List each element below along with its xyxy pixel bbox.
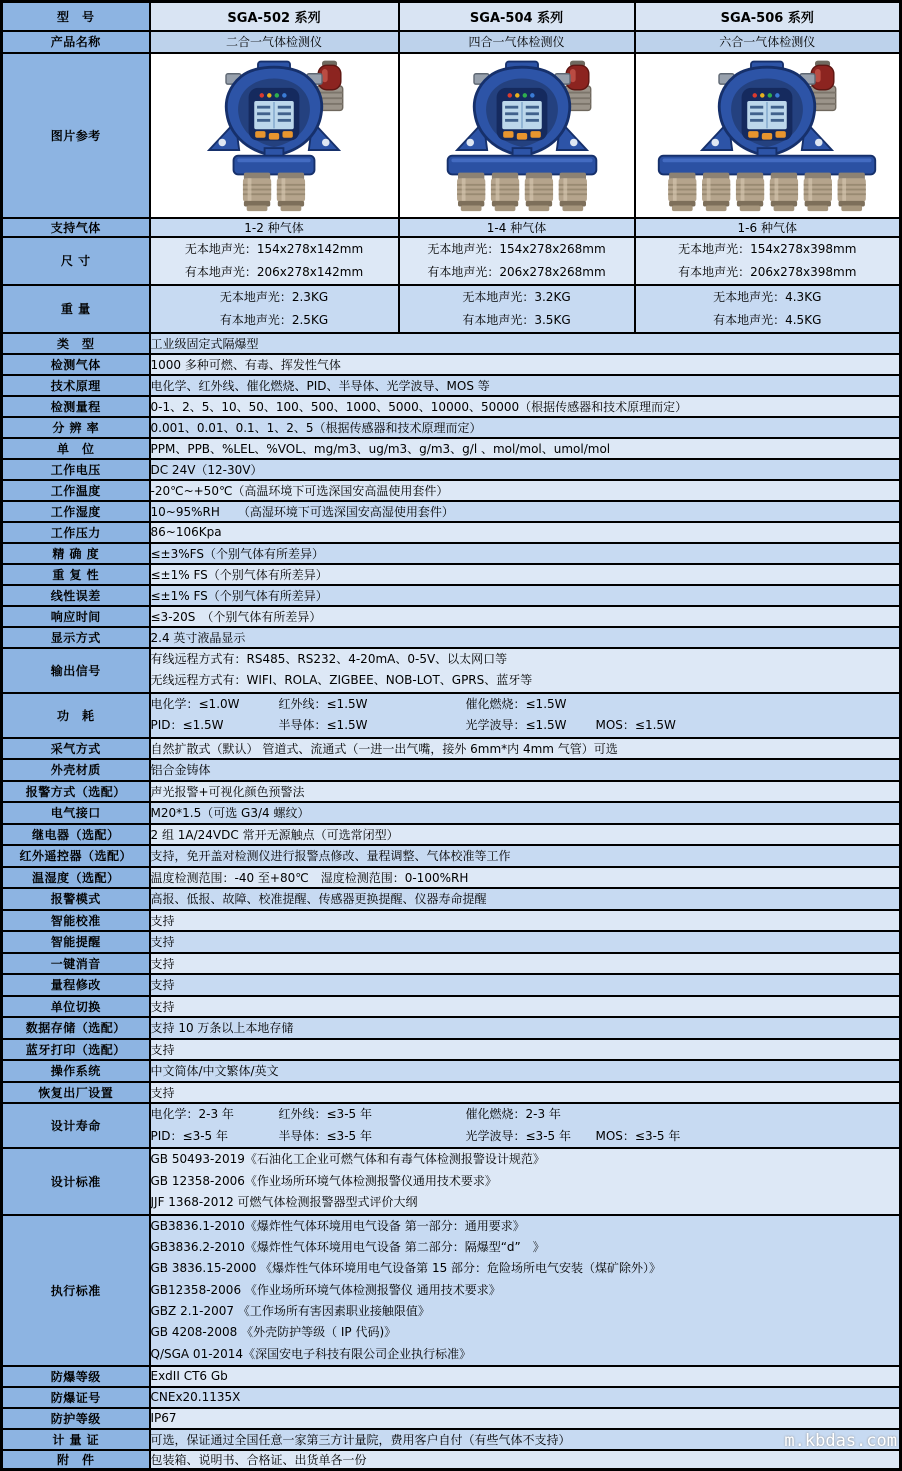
sensor-head-icon (770, 172, 798, 211)
spec-value: 自然扩散式（默认） 管道式、流通式（一进一出气嘴，接外 6mm*内 4mm 气管）可选 (150, 738, 901, 760)
spec-value: CNEx20.1135X (150, 1387, 901, 1408)
product-name-row (2, 31, 901, 53)
product-name: 二合一气体检测仪 (150, 31, 399, 53)
spec-row (2, 953, 901, 975)
model-name: SGA-506 系列 (635, 2, 901, 31)
spec-row (2, 564, 901, 585)
spec-row (2, 1450, 901, 1470)
spec-row (2, 648, 901, 693)
spec-value: 10~95%RH （高湿环境下可选深国安高湿使用套件） (150, 501, 901, 522)
spec-value: 2.4 英寸液晶显示 (150, 627, 901, 648)
weight-row (2, 285, 901, 333)
spec-value: GB3836.1-2010《爆炸性气体环境用电气设备 第一部分：通用要求》 GB3836.2-2010《爆炸性气体环境用电气设备 第二部分：隔爆型“d” 》 GB 3836.15-2000 《爆炸性气体环境用电气设备第 15 部分：危险场所电气安装（煤矿除外）》 GB12358-2006 《作业场所环境气体检测报警仪 通用技术要求》 GBZ 2.1-2007 《工作场所有害因素职业接触限值》 GB 4208-2008 《外壳防护等级（ IP 代码)》 Q/SGA 01-2014《深国安电子科技有限公司企业执行标准》 (150, 1215, 901, 1366)
spec-row (2, 501, 901, 522)
sensor-head-icon (243, 172, 271, 211)
spec-value: 0-1、2、5、10、50、100、500、1000、5000、10000、50000（根据传感器和技术原理而定） (150, 396, 901, 417)
spec-row (2, 1103, 901, 1148)
row-label: 单位切换 (2, 996, 150, 1018)
product-image-cell (635, 53, 901, 218)
weight-value: 无本地声光：3.2KG 有本地声光：3.5KG (399, 285, 635, 333)
row-label: 显示方式 (2, 627, 150, 648)
spec-value: 0.001、0.01、0.1、1、2、5（根据传感器和技术原理而定） (150, 417, 901, 438)
spec-row (2, 974, 901, 996)
spec-value: 铝合金铸体 (150, 759, 901, 781)
spec-row (2, 1039, 901, 1061)
row-label: 报警方式（选配） (2, 781, 150, 803)
spec-row (2, 1408, 901, 1429)
sensor-head-icon (457, 172, 485, 211)
row-label: 支持气体 (2, 218, 150, 237)
spec-row (2, 693, 901, 738)
row-label: 防爆等级 (2, 1366, 150, 1387)
spec-value: ExdII CT6 Gb (150, 1366, 901, 1387)
row-label: 电气接口 (2, 802, 150, 824)
sensor-head-icon (668, 172, 696, 211)
row-label: 分 辨 率 (2, 417, 150, 438)
row-label: 技术原理 (2, 375, 150, 396)
spec-row (2, 802, 901, 824)
row-label: 输出信号 (2, 648, 150, 693)
sensor-head-icon (524, 172, 552, 211)
spec-value: 工业级固定式隔爆型 (150, 333, 901, 354)
spec-value: 声光报警+可视化颜色预警法 (150, 781, 901, 803)
spec-row (2, 438, 901, 459)
sga-504-detector-illustration (400, 54, 644, 214)
spec-value: 可选，保证通过全国任意一家第三方计量院，费用客户自付（有些气体不支持） (150, 1429, 901, 1450)
spec-row (2, 996, 901, 1018)
row-label: 工作压力 (2, 522, 150, 543)
model-name: SGA-504 系列 (399, 2, 635, 31)
spec-value: 电化学：≤1.0W 红外线：≤1.5W 催化燃烧：≤1.5W PID：≤1.5W 半导体：≤1.5W 光学波导：≤1.5W MOS：≤1.5W (150, 693, 901, 738)
row-label: 智能校准 (2, 910, 150, 932)
dimensions-row (2, 237, 901, 285)
spec-row (2, 888, 901, 910)
dimension-value: 无本地声光：154x278x398mm 有本地声光：206x278x398mm (635, 237, 901, 285)
spec-row (2, 543, 901, 564)
sga-506-detector-illustration (645, 54, 889, 214)
spec-value: M20*1.5（可选 G3/4 螺纹） (150, 802, 901, 824)
row-label: 功 耗 (2, 693, 150, 738)
row-label: 重 量 (2, 285, 150, 333)
spec-row (2, 1387, 901, 1408)
row-label: 计 量 证 (2, 1429, 150, 1450)
row-label: 线性误差 (2, 585, 150, 606)
product-image-row (2, 53, 901, 218)
gas-count: 1-2 种气体 (150, 218, 399, 237)
spec-value: 中文简体/中文繁体/英文 (150, 1060, 901, 1082)
row-label: 图片参考 (2, 53, 150, 218)
row-label: 恢复出厂设置 (2, 1082, 150, 1104)
spec-value: 包装箱、说明书、合格证、出货单各一份 (150, 1450, 901, 1470)
row-label: 工作温度 (2, 480, 150, 501)
row-label: 设计标准 (2, 1148, 150, 1215)
row-label: 执行标准 (2, 1215, 150, 1366)
spec-row (2, 781, 901, 803)
spec-value: 电化学、红外线、催化燃烧、PID、半导体、光学波导、MOS 等 (150, 375, 901, 396)
spec-value: 支持 (150, 1039, 901, 1061)
spec-row (2, 396, 901, 417)
row-label: 精 确 度 (2, 543, 150, 564)
spec-row (2, 1429, 901, 1450)
row-label: 智能提醒 (2, 931, 150, 953)
spec-value: 电化学：2-3 年 红外线：≤3-5 年 催化燃烧：2-3 年 PID：≤3-5 年 半导体：≤3-5 年 光学波导：≤3-5 年 MOS：≤3-5 年 (150, 1103, 901, 1148)
spec-value: 有线远程方式有：RS485、RS232、4-20mA、0-5V、以太网口等 无线远程方式有：WIFI、ROLA、ZIGBEE、NOB-LOT、GPRS、蓝牙等 (150, 648, 901, 693)
row-label: 一键消音 (2, 953, 150, 975)
row-label: 检测气体 (2, 354, 150, 375)
sensor-head-icon (804, 172, 832, 211)
spec-row (2, 522, 901, 543)
watermark-text: m.kbdas.com (784, 1431, 897, 1451)
product-name: 四合一气体检测仪 (399, 31, 635, 53)
spec-value: 支持 (150, 931, 901, 953)
sensor-head-icon (277, 172, 305, 211)
row-label: 工作湿度 (2, 501, 150, 522)
row-label: 报警模式 (2, 888, 150, 910)
row-label: 响应时间 (2, 606, 150, 627)
spec-row (2, 480, 901, 501)
spec-row (2, 931, 901, 953)
dimension-value: 无本地声光：154x278x268mm 有本地声光：206x278x268mm (399, 237, 635, 285)
sga-502-detector-illustration (152, 54, 396, 214)
spec-row (2, 824, 901, 846)
spec-row (2, 459, 901, 480)
sensor-head-icon (736, 172, 764, 211)
row-label: 量程修改 (2, 974, 150, 996)
weight-value: 无本地声光：2.3KG 有本地声光：2.5KG (150, 285, 399, 333)
spec-value: 1000 多种可燃、有毒、挥发性气体 (150, 354, 901, 375)
row-label: 型 号 (2, 2, 150, 31)
spec-row (2, 627, 901, 648)
sensor-head-icon (838, 172, 866, 211)
product-name: 六合一气体检测仪 (635, 31, 901, 53)
product-image-cell (150, 53, 399, 218)
model-name: SGA-502 系列 (150, 2, 399, 31)
row-label: 设计寿命 (2, 1103, 150, 1148)
row-label: 工作电压 (2, 459, 150, 480)
spec-row (2, 1215, 901, 1366)
gas-count: 1-4 种气体 (399, 218, 635, 237)
dimension-value: 无本地声光：154x278x142mm 有本地声光：206x278x142mm (150, 237, 399, 285)
product-image-cell (399, 53, 635, 218)
spec-row (2, 606, 901, 627)
row-label: 尺 寸 (2, 237, 150, 285)
row-label: 附 件 (2, 1450, 150, 1470)
row-label: 温湿度（选配） (2, 867, 150, 889)
spec-row (2, 845, 901, 867)
spec-row (2, 759, 901, 781)
spec-value: DC 24V（12-30V） (150, 459, 901, 480)
row-label: 继电器（选配） (2, 824, 150, 846)
spec-row (2, 867, 901, 889)
supported-gases-row (2, 218, 901, 237)
spec-value: 高报、低报、故障、校准提醒、传感器更换提醒、仪器寿命提醒 (150, 888, 901, 910)
spec-value: 86~106Kpa (150, 522, 901, 543)
row-label: 产品名称 (2, 31, 150, 53)
spec-value: ≤±1% FS（个别气体有所差异） (150, 585, 901, 606)
spec-value: ≤±3%FS（个别气体有所差异） (150, 543, 901, 564)
spec-row (2, 585, 901, 606)
spec-value: 支持 (150, 974, 901, 996)
row-label: 操作系统 (2, 1060, 150, 1082)
spec-row (2, 375, 901, 396)
spec-row (2, 417, 901, 438)
spec-value: 支持 (150, 1082, 901, 1104)
spec-row (2, 1017, 901, 1039)
row-label: 重 复 性 (2, 564, 150, 585)
spec-row (2, 333, 901, 354)
spec-row (2, 910, 901, 932)
spec-value: 支持 (150, 910, 901, 932)
gas-count: 1-6 种气体 (635, 218, 901, 237)
row-label: 防爆证号 (2, 1387, 150, 1408)
spec-value: GB 50493-2019《石油化工企业可燃气体和有毒气体检测报警设计规范》 GB 12358-2006《作业场所环境气体检测报警仪通用技术要求》 JJF 1368-2012 可燃气体检测报警器型式评价大纲 (150, 1148, 901, 1215)
spec-value: 支持 10 万条以上本地存储 (150, 1017, 901, 1039)
row-label: 蓝牙打印（选配） (2, 1039, 150, 1061)
row-label: 单 位 (2, 438, 150, 459)
spec-row (2, 1148, 901, 1215)
spec-row (2, 738, 901, 760)
weight-value: 无本地声光：4.3KG 有本地声光：4.5KG (635, 285, 901, 333)
spec-value: ≤3-20S （个别气体有所差异） (150, 606, 901, 627)
row-label: 外壳材质 (2, 759, 150, 781)
spec-value: ≤±1% FS（个别气体有所差异） (150, 564, 901, 585)
row-label: 类 型 (2, 333, 150, 354)
row-label: 防护等级 (2, 1408, 150, 1429)
spec-value: 支持，免开盖对检测仪进行报警点修改、量程调整、气体校准等工作 (150, 845, 901, 867)
spec-value: 支持 (150, 953, 901, 975)
spec-value: IP67 (150, 1408, 901, 1429)
spec-value: 温度检测范围：-40 至+80℃ 湿度检测范围：0-100%RH (150, 867, 901, 889)
spec-row (2, 1060, 901, 1082)
spec-value: PPM、PPB、%LEL、%VOL、mg/m3、ug/m3、g/m3、g/l 、mol/mol、umol/mol (150, 438, 901, 459)
sensor-head-icon (490, 172, 518, 211)
spec-row (2, 354, 901, 375)
model-header-row (2, 2, 901, 31)
row-label: 检测量程 (2, 396, 150, 417)
row-label: 数据存储（选配） (2, 1017, 150, 1039)
spec-row (2, 1366, 901, 1387)
spec-value: 2 组 1A/24VDC 常开无源触点（可选常闭型） (150, 824, 901, 846)
row-label: 红外遥控器（选配） (2, 845, 150, 867)
spec-row (2, 1082, 901, 1104)
sensor-head-icon (558, 172, 586, 211)
sensor-head-icon (702, 172, 730, 211)
spec-value: -20℃~+50℃（高温环境下可选深国安高温使用套件） (150, 480, 901, 501)
spec-value: 支持 (150, 996, 901, 1018)
row-label: 采气方式 (2, 738, 150, 760)
